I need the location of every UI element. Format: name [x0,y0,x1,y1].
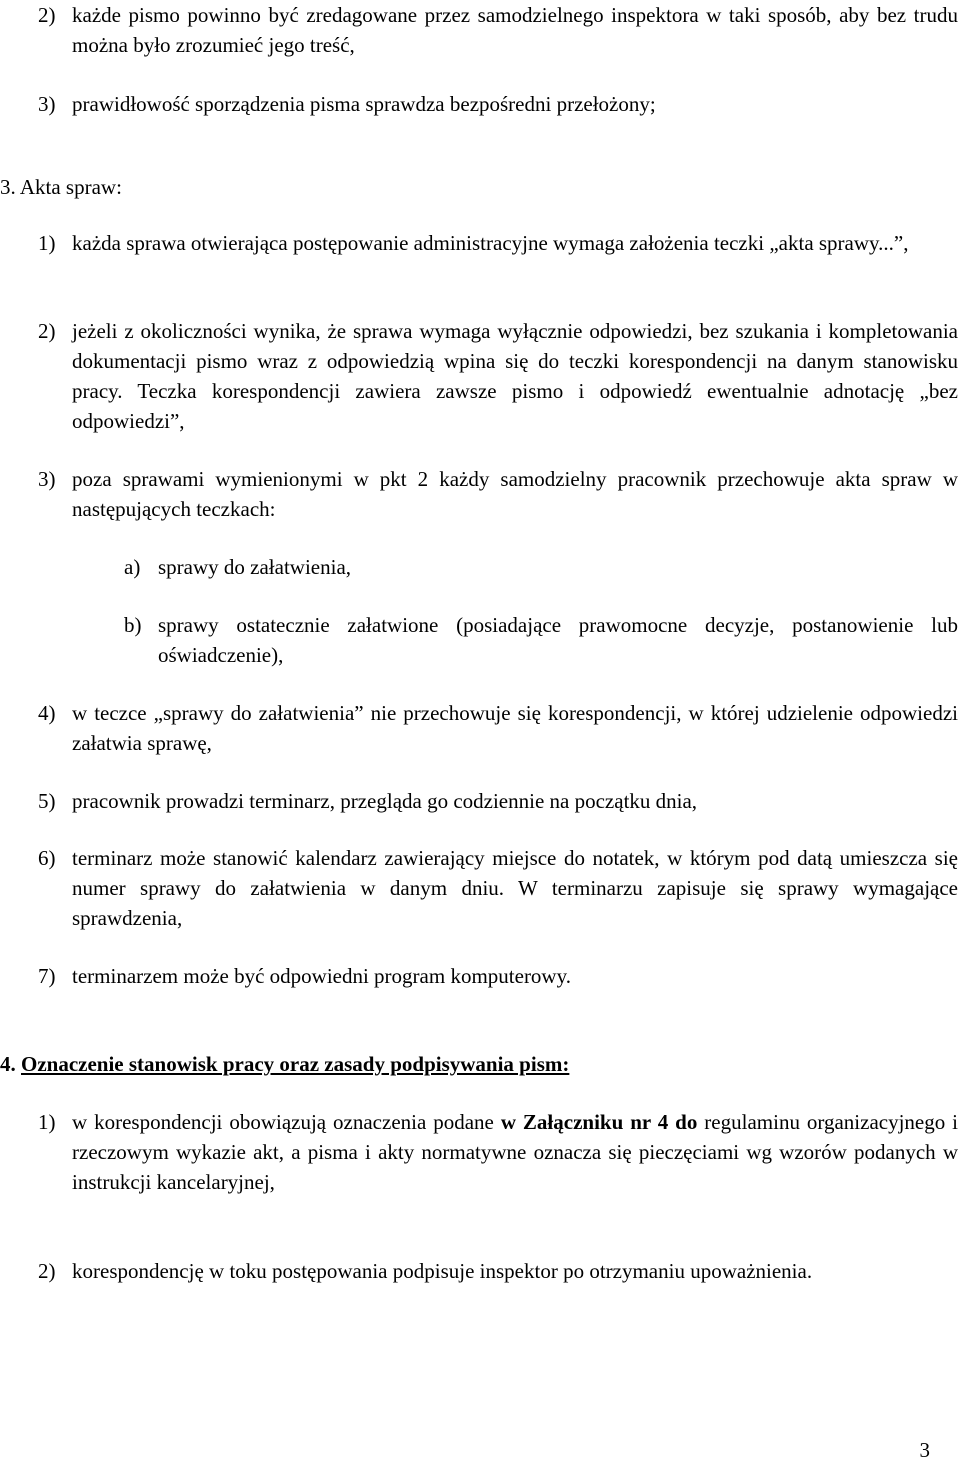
section-heading [0,1049,958,1079]
section-heading-number: 4. [0,1052,16,1076]
item-number: 2) [38,1259,56,1283]
item-text-part: w korespondencji obowiązują oznaczenia podane [72,1110,501,1134]
item-text: terminarzem może być odpowiedni program komputerowy. [72,964,571,988]
item-number: 1) [38,1110,56,1134]
item-text: sprawy do załatwienia, [158,555,352,579]
appendix-reference: Załączniku nr 4 do [522,1110,698,1134]
list-item [38,464,958,524]
item-number: 7) [38,964,56,988]
item-text: pracownik prowadzi terminarz, przegląda go codziennie na początku dnia, [72,789,698,813]
list-item [38,1256,958,1286]
item-text [72,1107,958,1197]
list-item [38,698,958,758]
sub-list-item [124,610,958,670]
list-item [38,316,958,436]
sub-list-item [124,552,958,582]
list-item [38,1107,958,1197]
item-number: 6) [38,846,56,870]
item-number: 1) [38,231,56,255]
item-number: 4) [38,701,56,725]
list-item [38,961,958,991]
item-text: każde pismo powinno być zredagowane przez samodzielnego inspektora w taki sposób, aby bez trudu można było zrozumieć jego treść, [72,3,958,57]
list-item [38,786,958,816]
item-text: sprawy ostatecznie załatwione (posiadające prawomocne decyzje, postanowienie lub oświadczenie), [158,613,958,667]
item-text: terminarz może stanowić kalendarz zawierający miejsce do notatek, w którym pod datą umieszcza się numer sprawy do załatwienia w danym dniu. W terminarzu zapisuje się sprawy wymagające sprawdzenia, [72,846,958,930]
item-number: 3) [38,467,56,491]
list-item [38,89,958,119]
section-heading-text: 3. Akta spraw: [0,175,122,199]
item-text: każda sprawa otwierająca postępowanie administracyjne wymaga założenia teczki „akta sprawy...”, [72,231,909,255]
item-text: w teczce „sprawy do załatwienia” nie przechowuje się korespondencji, w której udzielenie odpowiedzi załatwia sprawę, [72,701,958,755]
section-heading [0,172,958,202]
item-number: 3) [38,92,56,116]
item-number: 5) [38,789,56,813]
list-item [38,843,958,933]
item-text: jeżeli z okoliczności wynika, że sprawa wymaga wyłącznie odpowiedzi, bez szukania i kompletowania dokumentacji pismo wraz z odpowiedzią wpina się do teczki korespondencji na danym stanowisku pracy. Teczka korespondencji zawiera zawsze pismo i odpowiedź ewentualnie adnotację „bez odpowiedzi”, [72,319,958,433]
list-item [38,0,958,60]
item-text: korespondencję w toku postępowania podpisuje inspektor po otrzymaniu upoważnienia. [72,1259,813,1283]
list-item [38,228,958,258]
item-number: 2) [38,3,56,27]
section-heading-text: Oznaczenie stanowisk pracy oraz zasady podpisywania pism: [21,1052,570,1076]
item-number: b) [124,613,142,637]
page-number: 3 [919,1438,930,1462]
item-number: 2) [38,319,56,343]
item-text: prawidłowość sporządzenia pisma sprawdza bezpośredni przełożony; [72,92,656,116]
item-text-part: regulaminu organizacyjnego i rzeczowym wykazie akt, a pisma i akty normatywne oznacza się pieczęciami wg wzorów podanych w instrukcji kancelaryjnej, [72,1110,959,1194]
item-number: a) [124,555,141,579]
item-text: poza sprawami wymienionymi w pkt 2 każdy samodzielny pracownik przechowuje akta spraw w następujących teczkach: [72,467,958,521]
item-text-bold: w [500,1110,523,1134]
